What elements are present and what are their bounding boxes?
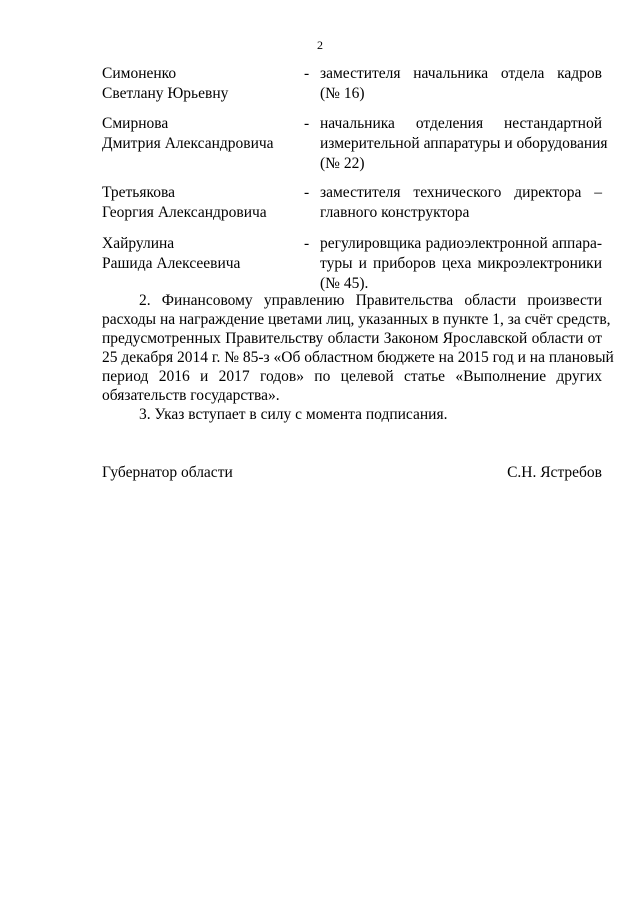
awardee-name bbox=[102, 234, 292, 274]
awardee-entry bbox=[102, 234, 602, 294]
awardee-given-names: Светлану Юрьевну bbox=[102, 85, 229, 102]
position-line: регулировщика радиоэлектронной аппара- bbox=[320, 235, 602, 252]
signatory-title: Губернатор области bbox=[102, 464, 233, 481]
awardee-given-names: Рашида Алексеевича bbox=[102, 255, 241, 272]
position-line: туры и приборов цеха микроэлектроники bbox=[320, 255, 602, 272]
awardee-dash: - bbox=[304, 115, 310, 132]
awardee-surname: Третьякова bbox=[102, 184, 175, 201]
paragraph-line: 25 декабря 2014 г. № 85-з «Об областном бюджете на 2015 год и на плановый bbox=[102, 349, 614, 366]
awardee-name bbox=[102, 114, 292, 154]
awardee-surname: Хайрулина bbox=[102, 235, 175, 252]
awardee-given-names: Дмитрия Александровича bbox=[102, 135, 274, 152]
position-line: (№ 45). bbox=[320, 275, 369, 292]
position-line: заместителя технического директора – bbox=[320, 184, 602, 201]
position-line: (№ 22) bbox=[320, 155, 365, 172]
position-line: (№ 16) bbox=[320, 85, 365, 102]
awardee-surname: Симоненко bbox=[102, 65, 177, 82]
paragraph-line: 3. Указ вступает в силу с момента подписания. bbox=[139, 406, 448, 423]
awardee-name bbox=[102, 64, 292, 104]
paragraph-financing bbox=[102, 291, 614, 405]
awardee-position bbox=[320, 234, 602, 294]
awardee-given-names: Георгия Александровича bbox=[102, 204, 267, 221]
awardee-position bbox=[320, 183, 602, 223]
paragraph-line: предусмотренных Правительству области Законом Ярославской области от bbox=[102, 330, 602, 347]
page-number: 2 bbox=[317, 38, 323, 52]
paragraph-effective-date bbox=[102, 405, 602, 424]
awardee-dash: - bbox=[304, 184, 310, 201]
position-line: главного конструктора bbox=[320, 204, 470, 221]
paragraph-line: обязательств государства». bbox=[102, 387, 280, 404]
paragraph-line: период 2016 и 2017 годов» по целевой статье «Выполнение других bbox=[102, 368, 602, 385]
signatory-name: С.Н. Ястребов bbox=[507, 464, 602, 481]
awardee-name bbox=[102, 183, 292, 223]
awardee-surname: Смирнова bbox=[102, 115, 169, 132]
awardee-entry bbox=[102, 114, 608, 174]
paragraph-line: 2. Финансовому управлению Правительства области произвести bbox=[139, 292, 602, 309]
position-line: измерительной аппаратуры и оборудования bbox=[320, 135, 608, 152]
awardee-dash: - bbox=[304, 65, 310, 82]
paragraph-line: расходы на награждение цветами лиц, указанных в пункте 1, за счёт средств, bbox=[102, 311, 611, 328]
position-line: заместителя начальника отдела кадров bbox=[320, 65, 602, 82]
awardee-position bbox=[320, 114, 608, 174]
awardee-dash: - bbox=[304, 235, 310, 252]
position-line: начальника отделения нестандартной bbox=[320, 115, 602, 132]
awardee-position bbox=[320, 64, 602, 104]
